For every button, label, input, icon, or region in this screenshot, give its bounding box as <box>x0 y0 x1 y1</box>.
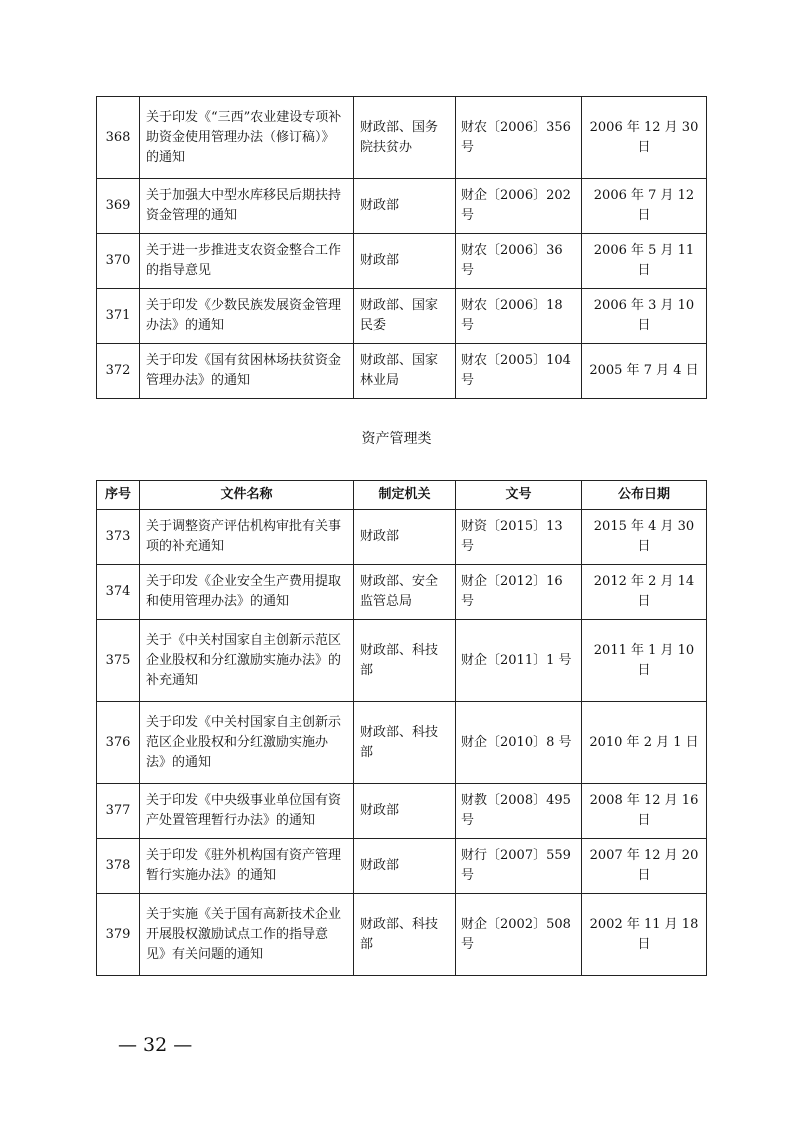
row-number: 369 <box>97 179 140 234</box>
publish-date: 2012 年 2 月 14 日 <box>582 565 707 620</box>
asset-management-table <box>96 480 707 976</box>
document-number: 财企〔2010〕8 号 <box>456 702 582 784</box>
publish-date: 2008 年 12 月 16 日 <box>582 784 707 839</box>
publish-date: 2007 年 12 月 20 日 <box>582 839 707 894</box>
publish-date: 2005 年 7 月 4 日 <box>582 344 707 399</box>
table-row <box>97 565 707 620</box>
issuing-authority: 财政部、科技部 <box>354 620 456 702</box>
publish-date: 2006 年 5 月 11 日 <box>582 234 707 289</box>
document-name: 关于《中关村国家自主创新示范区企业股权和分红激励实施办法》的补充通知 <box>140 620 354 702</box>
table-row <box>97 894 707 976</box>
publish-date: 2006 年 7 月 12 日 <box>582 179 707 234</box>
policy-table-continued <box>96 96 707 399</box>
issuing-authority: 财政部、国家民委 <box>354 289 456 344</box>
issuing-authority: 财政部、科技部 <box>354 894 456 976</box>
issuing-authority: 财政部、国家林业局 <box>354 344 456 399</box>
header-document-number: 文号 <box>456 481 582 510</box>
publish-date: 2006 年 12 月 30 日 <box>582 97 707 179</box>
document-number: 财农〔2006〕356 号 <box>456 97 582 179</box>
issuing-authority: 财政部、安全监管总局 <box>354 565 456 620</box>
publish-date: 2011 年 1 月 10 日 <box>582 620 707 702</box>
document-number: 财资〔2015〕13 号 <box>456 510 582 565</box>
table-row <box>97 839 707 894</box>
row-number: 374 <box>97 565 140 620</box>
document-name: 关于印发《中关村国家自主创新示范区企业股权和分红激励实施办法》的通知 <box>140 702 354 784</box>
table-row <box>97 784 707 839</box>
document-name: 关于进一步推进支农资金整合工作的指导意见 <box>140 234 354 289</box>
row-number: 379 <box>97 894 140 976</box>
document-number: 财农〔2006〕36 号 <box>456 234 582 289</box>
table-row <box>97 97 707 179</box>
document-name: 关于加强大中型水库移民后期扶持资金管理的通知 <box>140 179 354 234</box>
publish-date: 2006 年 3 月 10 日 <box>582 289 707 344</box>
document-name: 关于印发《少数民族发展资金管理办法》的通知 <box>140 289 354 344</box>
publish-date: 2002 年 11 月 18 日 <box>582 894 707 976</box>
issuing-authority: 财政部 <box>354 234 456 289</box>
table-row <box>97 510 707 565</box>
issuing-authority: 财政部 <box>354 510 456 565</box>
document-number: 财农〔2006〕18 号 <box>456 289 582 344</box>
header-number: 序号 <box>97 481 140 510</box>
document-name: 关于印发《国有贫困林场扶贫资金管理办法》的通知 <box>140 344 354 399</box>
table-row <box>97 179 707 234</box>
row-number: 372 <box>97 344 140 399</box>
document-number: 财教〔2008〕495 号 <box>456 784 582 839</box>
document-name: 关于印发《“三西”农业建设专项补助资金使用管理办法（修订稿）》的通知 <box>140 97 354 179</box>
issuing-authority: 财政部 <box>354 784 456 839</box>
document-name: 关于调整资产评估机构审批有关事项的补充通知 <box>140 510 354 565</box>
document-number: 财行〔2007〕559 号 <box>456 839 582 894</box>
table-row <box>97 702 707 784</box>
row-number: 368 <box>97 97 140 179</box>
table-row <box>97 620 707 702</box>
header-document-name: 文件名称 <box>140 481 354 510</box>
publish-date: 2015 年 4 月 30 日 <box>582 510 707 565</box>
issuing-authority: 财政部 <box>354 179 456 234</box>
document-number: 财企〔2011〕1 号 <box>456 620 582 702</box>
publish-date: 2010 年 2 月 1 日 <box>582 702 707 784</box>
table-row <box>97 234 707 289</box>
row-number: 371 <box>97 289 140 344</box>
issuing-authority: 财政部 <box>354 839 456 894</box>
table-row <box>97 289 707 344</box>
document-name: 关于印发《驻外机构国有资产管理暂行实施办法》的通知 <box>140 839 354 894</box>
row-number: 370 <box>97 234 140 289</box>
document-number: 财农〔2005〕104 号 <box>456 344 582 399</box>
row-number: 375 <box>97 620 140 702</box>
section-title: 资产管理类 <box>361 431 432 447</box>
document-number: 财企〔2012〕16 号 <box>456 565 582 620</box>
row-number: 377 <box>97 784 140 839</box>
page-number: — 32 — <box>118 1034 193 1056</box>
table-row <box>97 344 707 399</box>
document-name: 关于印发《中央级事业单位国有资产处置管理暂行办法》的通知 <box>140 784 354 839</box>
document-number: 财企〔2002〕508 号 <box>456 894 582 976</box>
header-issuing-authority: 制定机关 <box>354 481 456 510</box>
row-number: 376 <box>97 702 140 784</box>
document-number: 财企〔2006〕202 号 <box>456 179 582 234</box>
row-number: 378 <box>97 839 140 894</box>
document-name: 关于印发《企业安全生产费用提取和使用管理办法》的通知 <box>140 565 354 620</box>
row-number: 373 <box>97 510 140 565</box>
issuing-authority: 财政部、科技部 <box>354 702 456 784</box>
document-name: 关于实施《关于国有高新技术企业开展股权激励试点工作的指导意见》有关问题的通知 <box>140 894 354 976</box>
header-publish-date: 公布日期 <box>582 481 707 510</box>
table-header-row <box>97 481 707 510</box>
issuing-authority: 财政部、国务院扶贫办 <box>354 97 456 179</box>
